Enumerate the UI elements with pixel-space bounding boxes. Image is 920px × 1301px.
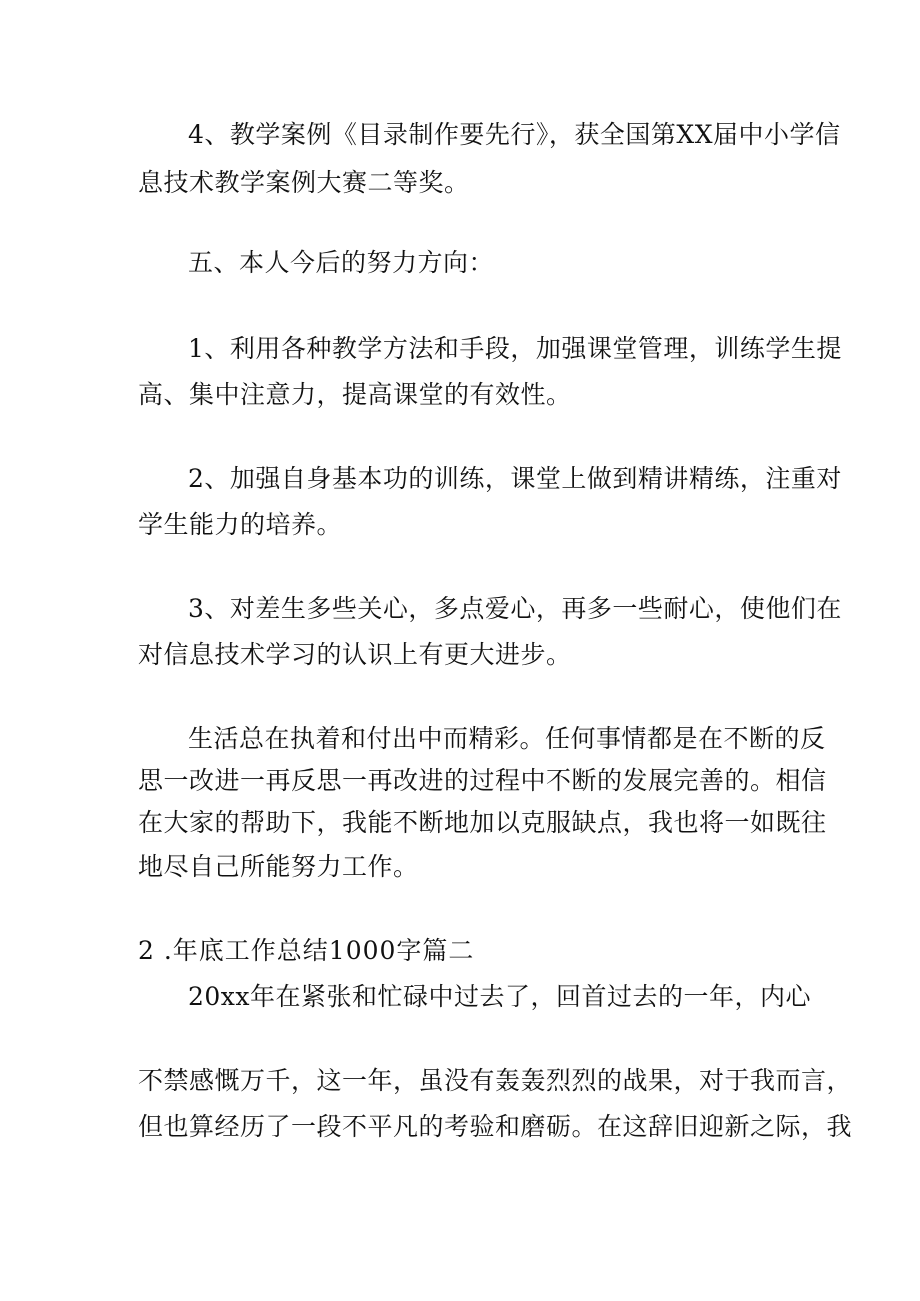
section-5-heading: 五、本人今后的努力方向：: [188, 248, 495, 277]
conclusion-line-1: 生活总在执着和付出中而精彩。任何事情都是在不断的反: [188, 724, 826, 753]
award-4-line-2: 息技术教学案例大赛二等奖。: [138, 168, 470, 197]
direction-3-line-1: 3、对差生多些关心，多点爱心，再多一些耐心，使他们在: [188, 594, 842, 623]
article-2-body-line-2: 但也算经历了一段不平凡的考验和磨砺。在这辞旧迎新之际，我: [138, 1112, 853, 1141]
conclusion-line-4: 地尽自己所能努力工作。: [138, 852, 419, 881]
award-4-line-1: 4、教学案例《目录制作要先行》，获全国第XX届中小学信: [188, 120, 841, 149]
direction-1-line-1: 1、利用各种教学方法和手段，加强课堂管理，训练学生提: [188, 334, 842, 363]
conclusion-line-3: 在大家的帮助下，我能不断地加以克服缺点，我也将一如既往: [138, 808, 827, 837]
direction-2-line-2: 学生能力的培养。: [138, 510, 343, 539]
article-2-intro-line-1: 20xx年在紧张和忙碌中过去了，回首过去的一年，内心: [188, 982, 812, 1011]
article-2-title: 2 .年底工作总结1000字篇二: [138, 936, 475, 965]
direction-1-line-2: 高、集中注意力，提高课堂的有效性。: [138, 380, 572, 409]
conclusion-line-2: 思一改进一再反思一再改进的过程中不断的发展完善的。相信: [138, 766, 827, 795]
article-2-body-line-1: 不禁感慨万千，这一年，虽没有轰轰烈烈的战果，对于我而言，: [138, 1066, 853, 1095]
direction-3-line-2: 对信息技术学习的认识上有更大进步。: [138, 640, 572, 669]
direction-2-line-1: 2、加强自身基本功的训练，课堂上做到精讲精练，注重对: [188, 464, 842, 493]
